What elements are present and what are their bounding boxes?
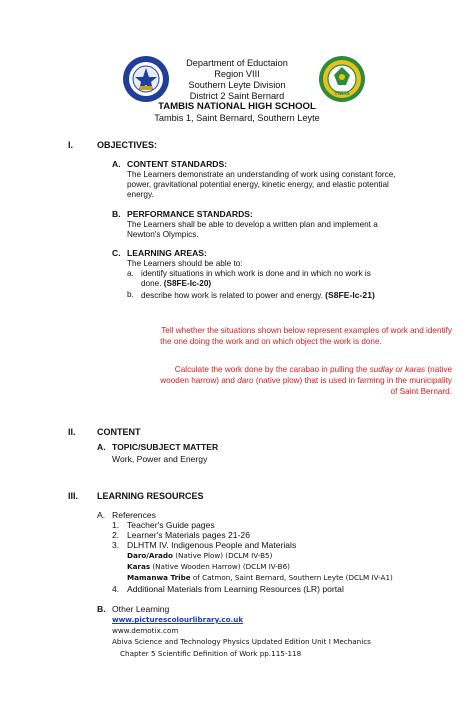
school-address: Tambis 1, Saint Bernard, Southern Leyte: [154, 113, 320, 123]
learning-areas-label: C.: [112, 248, 121, 258]
section2-number: II.: [68, 427, 76, 437]
learning-areas-intro: The Learners should be able to:: [127, 259, 243, 268]
other-learning-label: B.: [97, 604, 106, 614]
dlhtm-daro-bold: Daro/Arado: [127, 551, 173, 560]
performance-standards-line2: Newton's Olympics.: [127, 230, 199, 239]
red-calc-line1-c: (native: [427, 365, 452, 374]
dlhtm-karas-rest: (Native Wooden Harrow) (DCLM IV-B6): [150, 562, 290, 571]
content-standards-line3: energy.: [127, 190, 154, 199]
ref3-number: 3.: [112, 540, 120, 550]
school-name: TAMBIS NATIONAL HIGH SCHOOL: [158, 101, 316, 112]
dlhtm-karas-bold: Karas: [127, 562, 151, 571]
references-title: References: [112, 510, 156, 520]
section3-title: LEARNING RESOURCES: [97, 491, 204, 501]
dlhtm-item-daro: [127, 551, 272, 561]
content-standards-line2: power, gravitational potential energy, kinetic energy, and elastic potential: [127, 180, 389, 189]
header-department: Department of Eductaion: [186, 58, 288, 68]
red-calc-line1-a: Calculate the work done by the carabao in pulling the: [174, 365, 368, 374]
chapter-reference: Chapter 5 Scientific Definition of Work pp.115-118: [120, 649, 302, 658]
learning-areas-title: LEARNING AREAS:: [127, 248, 207, 258]
ref1-number: 1.: [112, 520, 120, 530]
section1-number: I.: [68, 140, 74, 150]
content-standards-title: CONTENT STANDARDS:: [127, 159, 228, 169]
dlhtm-item-karas: [127, 562, 290, 572]
ref2-text: Learner's Materials pages 21-26: [127, 530, 250, 540]
ref4-number: 4.: [112, 584, 120, 594]
objective-b-code: (S8FE-Ic-21): [325, 290, 375, 300]
section3-number: III.: [68, 491, 79, 501]
red-calc-line1: [90, 365, 452, 375]
red-calc-line2: [90, 376, 452, 386]
performance-standards-title: PERFORMANCE STANDARDS:: [127, 209, 253, 219]
dlhtm-mamanwa-rest: of Catmon, Saint Bernard, Southern Leyte (DCLM IV-A1): [190, 573, 393, 582]
performance-standards-line1: The Learners shall be able to develop a written plan and implement a: [127, 220, 378, 229]
ref1-text: Teacher's Guide pages: [127, 520, 215, 530]
objective-a-line1: identify situations in which work is done and in which no work is: [141, 269, 371, 278]
references-label: A.: [97, 510, 106, 520]
header-division: Southern Leyte Division: [188, 80, 286, 90]
section2-title: CONTENT: [97, 427, 141, 437]
ref3-text: DLHTM IV. Indigenous People and Materials: [127, 540, 297, 550]
red-calc-line2-c: (native plow) that is used in farming in the municipality: [255, 376, 452, 385]
header-district: District 2 Saint Bernard: [189, 91, 285, 101]
objective-a-line2: [141, 279, 211, 289]
objective-b-label: b.: [127, 290, 134, 299]
red-instruction-line1: Tell whether the situations shown below represent examples of work and identify: [161, 326, 452, 335]
red-calc-line2-a: wooden harrow) and: [160, 376, 235, 385]
content-standards-line1: The Learners demonstrate an understanding of work using constant force,: [127, 170, 396, 179]
dlhtm-daro-rest: (Native Plow) (DCLM IV-B5): [172, 551, 273, 560]
objective-a-done: done.: [141, 279, 162, 288]
topic-label: A.: [97, 442, 106, 452]
red-instruction-line2: the one doing the work and on which object the work is done.: [160, 337, 382, 346]
link-demotix[interactable]: www.demotix.com: [112, 626, 179, 635]
other-learning-title: Other Learning: [112, 604, 170, 614]
red-calc-line3: of Saint Bernard.: [390, 387, 452, 396]
tnhs-logo-text: TNHS: [334, 91, 350, 97]
topic-text: Work, Power and Energy: [112, 454, 208, 464]
header-region: Region VIII: [214, 69, 260, 79]
red-calc-sudlay: sudlay or karas: [369, 365, 426, 374]
objective-b-line: [141, 290, 375, 301]
dlhtm-mamanwa-bold: Mamanwa Tribe: [127, 573, 191, 582]
content-standards-label: A.: [112, 159, 121, 169]
objective-b-text: describe how work is related to power and energy.: [141, 291, 323, 300]
red-calc-daro: daro: [237, 376, 254, 385]
topic-title: TOPIC/SUBJECT MATTER: [112, 442, 219, 452]
ref4-text: Additional Materials from Learning Resources (LR) portal: [127, 584, 344, 594]
section1-title: OBJECTIVES:: [97, 140, 158, 150]
dlhtm-item-mamanwa: [127, 573, 393, 583]
link-picturescolourlibrary[interactable]: www.picturescolourlibrary.co.uk: [112, 615, 244, 624]
objective-a-code: (S8FE-Ic-20): [163, 279, 212, 288]
ref2-number: 2.: [112, 530, 120, 540]
performance-standards-label: B.: [112, 209, 121, 219]
objective-a-label: a.: [127, 269, 134, 278]
abiva-reference: Abiva Science and Technology Physics Updated Edition Unit I Mechanics: [112, 637, 371, 646]
